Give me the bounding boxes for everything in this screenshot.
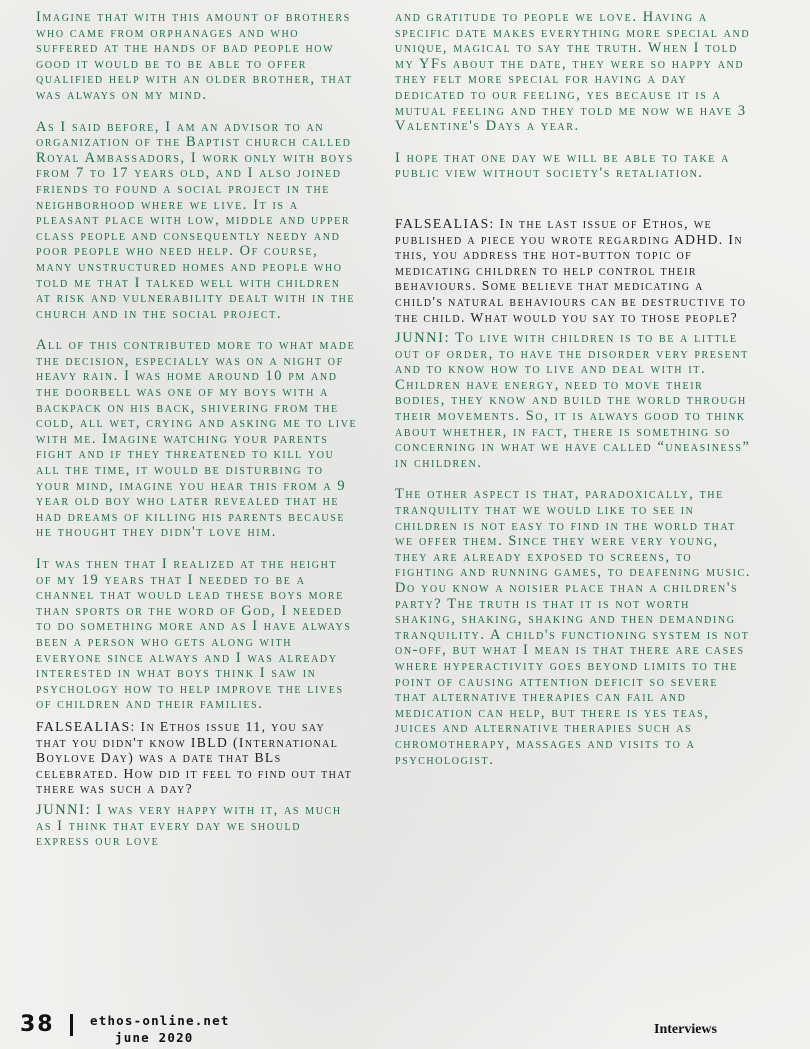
- footer-date: june 2020: [115, 1030, 194, 1045]
- interview-question: FALSEALIAS: In the last issue of Ethos, we published a piece you wrote regarding ADHD. In this, you address the hot-button topic of medicating children to help control their behaviours. Some believe that medicating a child's natural behaviours can be destructive to the child. What would you say to those people?: [395, 215, 747, 325]
- interview-answer: JUNNI: I was very happy with it, as much as I think that every day we should express our love: [36, 801, 342, 850]
- paragraph: All of this contributed more to what made the decision, especially was on a night of heavy rain. I was home around 10 pm and the doorbell was one of my boys with a backpack on his back, shivering from the cold, all wet, crying and asking me to live with me. Imagine watching your parents fight and if they threatened to kill you all the time, it would be disturbing to your mind, imagine you hear this from a 9 year old boy who later revealed that he had dreams of killing his parents because he thought they didn't love him.: [36, 337, 358, 541]
- paragraph: I hope that one day we will be able to take a public view without society's retaliation.: [395, 149, 730, 182]
- paragraph: It was then that I realized at the height of my 19 years that I needed to be a channel that would lead these boys more than sports or the word of God, I needed to do something more and as I have always been a person who gets along with everyone since always and I was already interested in what boys think I saw in psychology how to help improve the lives of children and their families.: [36, 556, 352, 713]
- left-column: [36, 10, 358, 850]
- paragraph: The other aspect is that, paradoxically, the tranquility that we would like to see in children is not easy to find in the world that we offer them. Since they were very young, they are already exposed to screens, to fighting and running games, to deafening music. Do you know a noisier place than a children's party? The truth is that it is not worth shaking, shaking, shaking and then demanding tranquility. A child's functioning system is not on-off, but what I mean is that there are cases where hyperactivity goes beyond limits to the point of causing attention deficit so severe that alternative therapies can fail and medication can help, but there is yes teas, juices and alternative therapies such as chromotherapy, massages and visits to a psychologist.: [395, 486, 752, 768]
- paragraph: As I said before, I am an advisor to an organization of the Baptist church called Royal Ambassadors, I work only with boys from 7 to 17 years old, and I also joined friends to found a social project in the neighborhood where we live. It is a pleasant place with low, middle and upper class people and consequently needy and poor people who need help. Of course, many unstructured homes and people who told me that I talked well with children at risk and vulnerability dealt with in the church and in the social project.: [36, 118, 356, 322]
- right-column: [395, 10, 755, 768]
- paragraph: and gratitude to people we love. Having a specific date makes everything more special and unique, magical to say the truth. When I told my YFs about the date, they were so happy and they felt more special for having a day dedicated to our feeling, yes because it is a mutual feeling and they told me now we have 3 Valentine's Days a year.: [395, 9, 751, 135]
- section-label: Interviews: [654, 1022, 717, 1037]
- paragraph: Imagine that with this amount of brothers who came from orphanages and who suffered at the hands of bad people how good it would be to be able to offer qualified help with an older brother, that was always on my mind.: [36, 9, 353, 103]
- interview-answer: JUNNI: To live with children is to be a little out of order, to have the disorder very present and to know how to live and deal with it. Children have energy, need to move their bodies, they know and build the world through their movements. So, it is always good to think about whether, in fact, there is something so concerning in what we have called “uneasiness” in children.: [395, 330, 751, 471]
- footer-divider: [70, 1014, 73, 1036]
- page-number: 38: [20, 1012, 55, 1037]
- interview-question: FALSEALIAS: In Ethos issue 11, you say that you didn't know IBLD (International Boylove Day) was a date that BLs celebrated. How did it feel to find out that there was such a day?: [36, 718, 353, 797]
- footer-site: ethos-online.net: [90, 1013, 230, 1028]
